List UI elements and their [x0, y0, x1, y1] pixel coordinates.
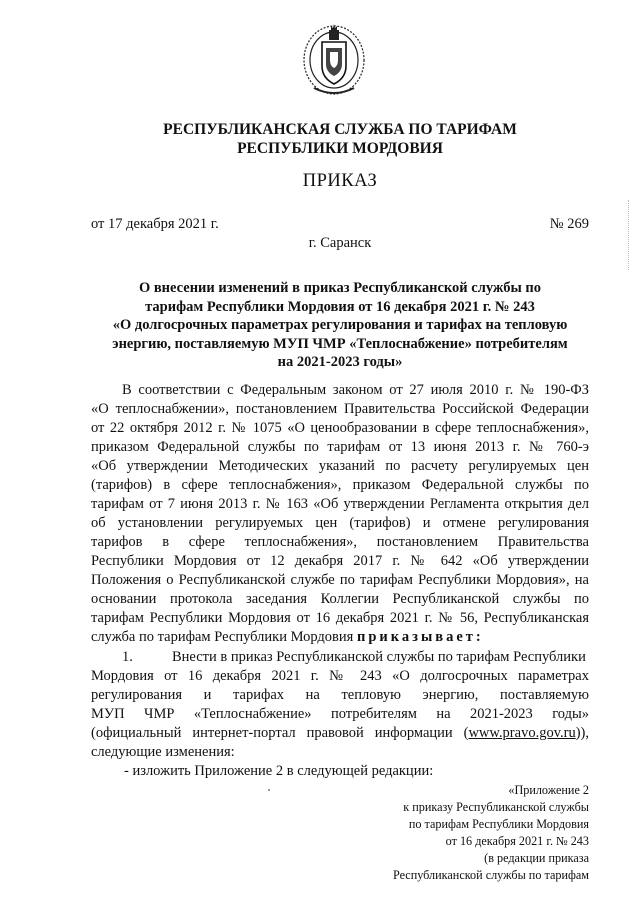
- document-date: от 17 декабря 2021 г.: [91, 216, 219, 232]
- scan-margin-mark: [628, 200, 631, 270]
- appendix-header-line: по тарифам Республики Мордовия: [408, 817, 589, 831]
- body-line: В соответствии с Федеральным законом от 27 июля 2010 г. № 190-ФЗ: [122, 382, 589, 398]
- body-line: Мордовия от 16 декабря 2021 г. № 243 «О долгосрочных параметрах: [91, 668, 589, 684]
- body-line: тарифам от 7 июня 2013 г. № 163 «Об утверждении Регламента открытия дел: [91, 496, 589, 512]
- body-line: тарифам Республики Мордовия от 16 декабря 2021 г. № 56, Республиканская: [91, 610, 589, 626]
- body-line: Положения о Республиканской службе по тарифам Республики Мордовия», на: [91, 572, 589, 588]
- body-text: служба по тарифам Республики Мордовия: [91, 629, 357, 645]
- document-number: № 269: [549, 216, 589, 232]
- body-line: от 22 октября 2012 г. № 1075 «О ценообразовании в сфере теплоснабжения»,: [91, 420, 589, 436]
- appendix-header-line: «Приложение 2: [508, 783, 589, 797]
- document-title-line: тарифам Республики Мордовия от 16 декабря 2021 г. № 243: [145, 298, 535, 315]
- body-line: тарифов в сфере теплоснабжения», постановлением Правительства: [91, 534, 589, 550]
- body-line: регулирования и тарифах на тепловую энергию, поставляемую: [91, 687, 589, 703]
- document-title-line: О внесении изменений в приказ Республиканской службы по: [138, 280, 542, 296]
- coat-of-arms-emblem: [300, 18, 368, 98]
- appendix-header-line: (в редакции приказа: [484, 851, 589, 865]
- document-type: ПРИКАЗ: [302, 171, 378, 191]
- document-city: г. Саранск: [308, 235, 372, 251]
- item-number: 1.: [122, 649, 133, 665]
- body-line: [91, 628, 589, 646]
- body-line: приказом Федеральной службы по тарифам от 13 июня 2013 г. № 760-э: [91, 439, 589, 455]
- item-text: Внести в приказ Республиканской службы по тарифам Республики: [172, 649, 586, 665]
- body-line: МУП ЧМР «Теплоснабжение» потребителям на 2021-2023 годы»: [91, 706, 589, 722]
- appendix-header-line: к приказу Республиканской службы: [403, 800, 589, 814]
- organization-name-line-1: РЕСПУБЛИКАНСКАЯ СЛУЖБА ПО ТАРИФАМ: [163, 121, 517, 138]
- body-text: (официальный интернет-портал правовой информации (: [91, 725, 469, 741]
- order-keyword: приказывает:: [356, 629, 484, 645]
- body-line: [91, 724, 589, 742]
- scan-speck: [268, 789, 270, 791]
- body-line: «О теплоснабжении», постановлением Правительства Российской Федерации: [91, 401, 589, 417]
- body-line: следующие изменения:: [91, 744, 235, 760]
- body-text: )),: [575, 725, 589, 741]
- bullet-line: - изложить Приложение 2 в следующей редакции:: [124, 763, 434, 779]
- item-1-first-line: [91, 648, 589, 666]
- document-title-line: «О долгосрочных параметрах регулирования и тарифах на тепловую: [112, 317, 568, 333]
- body-line: основании протокола заседания Коллегии Республиканской службы по: [91, 591, 589, 607]
- appendix-header-line: Республиканской службы по тарифам: [392, 868, 589, 882]
- body-line: об установлении регулируемых цен (тарифов) и отмене регулирования: [91, 515, 589, 531]
- appendix-header-line: от 16 декабря 2021 г. № 243: [445, 834, 589, 848]
- body-line: «Об утверждении Методических указаний по расчету регулируемых цен: [91, 458, 589, 474]
- pravo-gov-link[interactable]: www.pravo.gov.ru: [468, 725, 576, 741]
- document-title-line: энергию, поставляемую МУП ЧМР «Теплоснабжение» потребителям: [112, 335, 568, 352]
- document-title-line: на 2021-2023 годы»: [277, 354, 403, 370]
- body-line: Республики Мордовия от 12 декабря 2017 г. № 642 «Об утверждении: [91, 553, 589, 569]
- body-line: (тарифов) в сфере теплоснабжения», приказом Федеральной службы по: [91, 477, 589, 493]
- organization-name-line-2: РЕСПУБЛИКИ МОРДОВИЯ: [237, 140, 443, 157]
